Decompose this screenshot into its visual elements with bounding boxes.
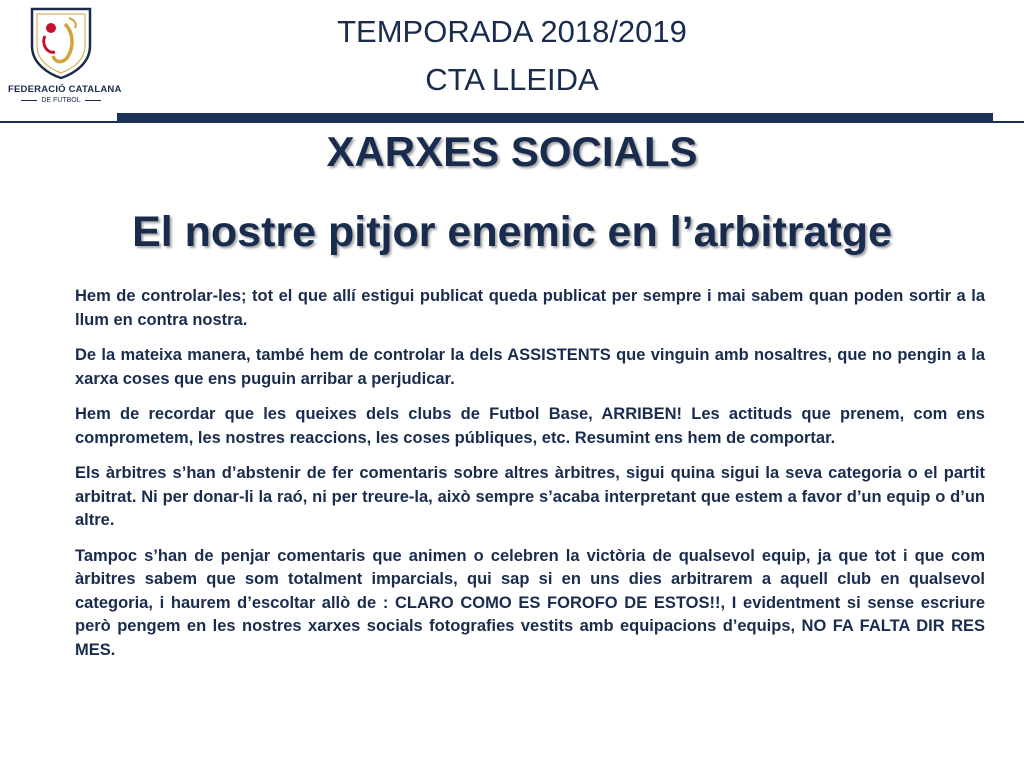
logo-rule-right [85,100,101,101]
logo-name: FEDERACIÓ CATALANA [8,84,122,95]
paragraph: Els àrbitres s’han d’abstenir de fer comentaris sobre altres àrbitres, sigui quina sigui la seva categoria o el partit arbitrat. Ni per donar-li la raó, ni per treure-la, això sempre s’acaba interpretant que estem a favor d’un equip o d’un altre. [75,464,985,529]
header-divider-thin [0,121,1024,123]
body-text [75,285,985,674]
slide-title: XARXES SOCIALS [326,128,698,175]
slide-subtitle: El nostre pitjor enemic en l’arbitratge [132,208,892,256]
paragraph: De la mateixa manera, també hem de controlar la dels ASSISTENTS que vinguin amb nosaltres, que no pengin a la xarxa coses que ens puguin arribar a perjudicar. [75,346,985,388]
paragraph: Tampoc s’han de penjar comentaris que animen o celebren la victòria de qualsevol equip, ja que tot i que com àrbitres sabem que som totalment imparcials, qui sap si en uns dies arbitrarem a aquell club en qualsevol categoria, i haurem d’escoltar allò de : CLARO COMO ES FOROFO DE ESTOS!!, I evidentment si sense escriure però pengem en les nostres xarxes socials fotografies vestits amb equipacions d’equips, NO FA FALTA DIR RES MES. [75,546,985,659]
header-divider [117,113,993,121]
logo-rule-left [21,100,37,101]
paragraph: Hem de controlar-les; tot el que allí estigui publicat queda publicat per sempre i mai sabem quan poden sortir a la llum en contra nostra. [75,287,985,329]
season-title: TEMPORADA 2018/2019 [337,14,687,49]
paragraph: Hem de recordar que les queixes dels clubs de Futbol Base, ARRIBEN! Les actituds que prenem, com ens comprometem, les nostres reaccions, les coses públiques, etc. Resumint ens hem de comportar. [75,405,985,447]
logo-sub-text: DE FUTBOL [41,97,81,104]
logo-subtitle [8,97,114,104]
committee-title: CTA LLEIDA [425,62,599,97]
